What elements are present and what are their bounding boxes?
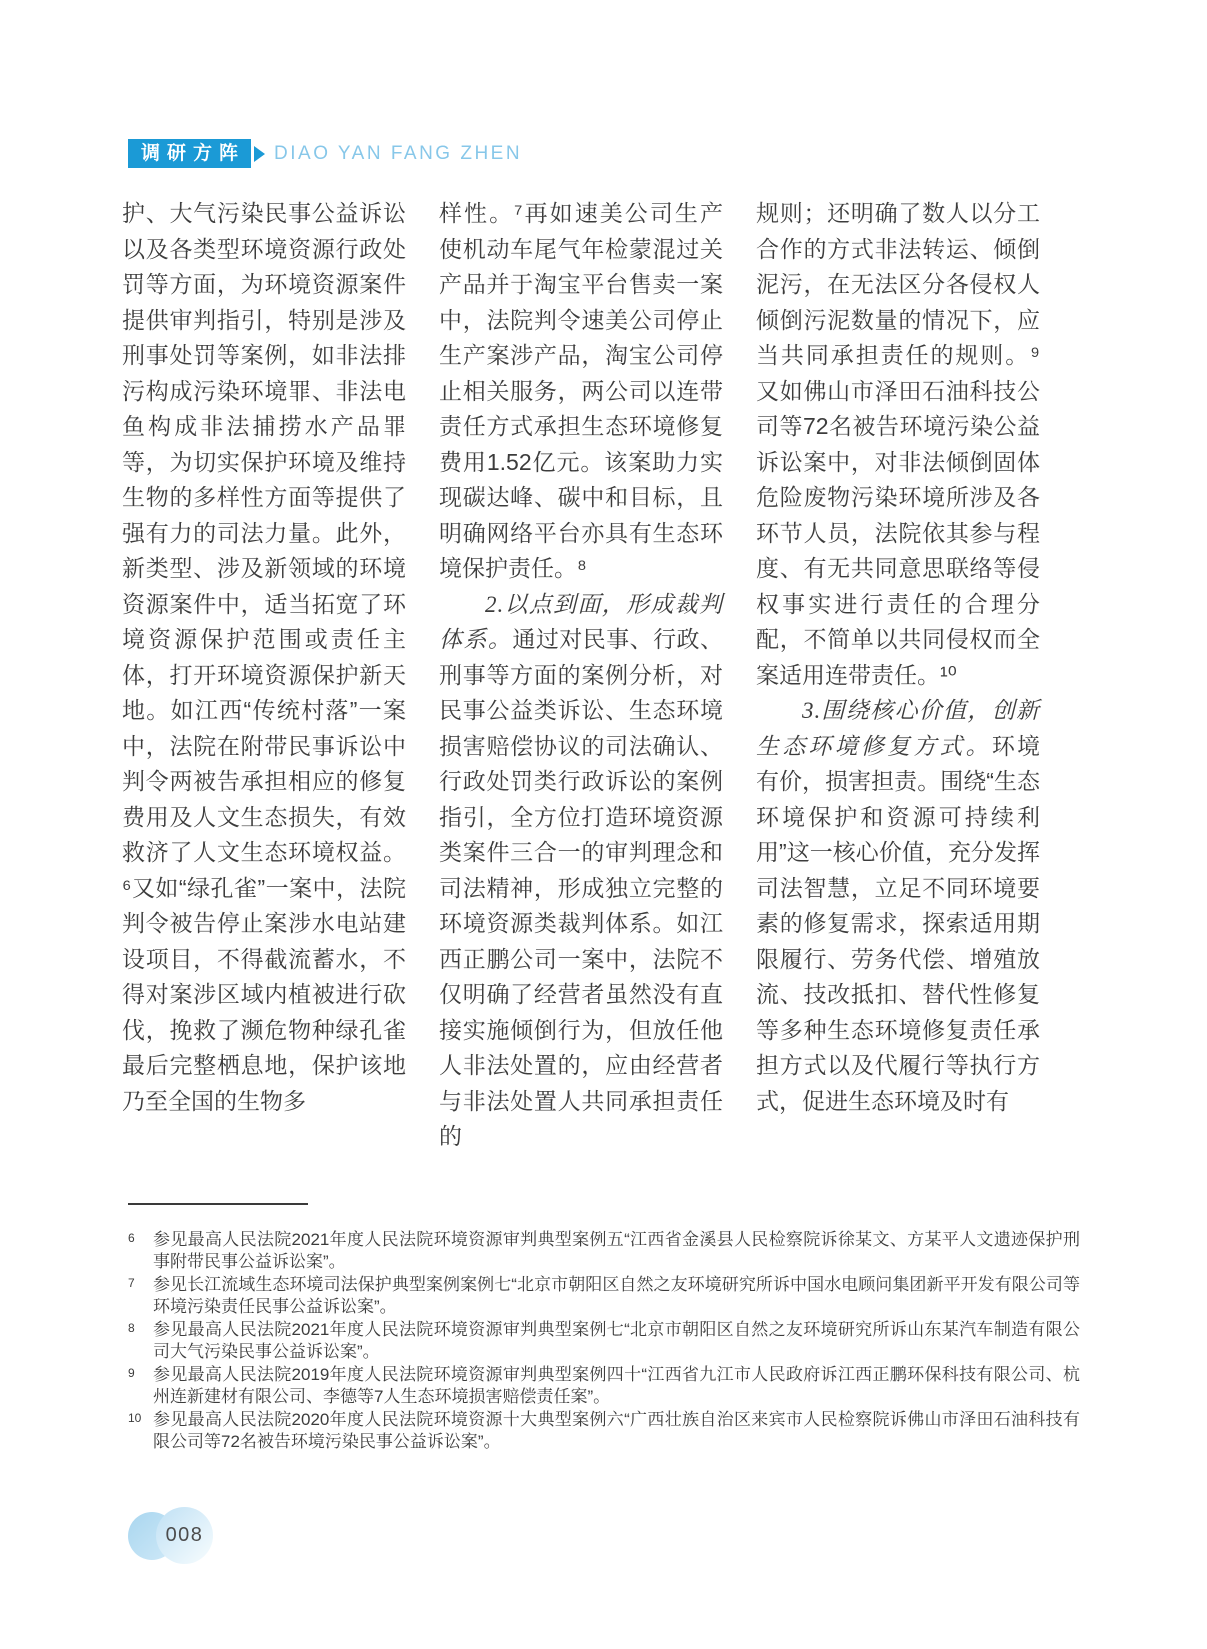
page-number-circle-icon [156,1507,213,1564]
page-number-block [128,1507,218,1565]
paragraph-text: 规则；还明确了数人以分工合作的方式非法转运、倾倒泥污，在无法区分各侵权人倾倒污泥数量的情况下，应当共同承担责任的规则。⁹又如佛山市泽田石油科技公司等72名被告环境污染公益诉讼案中，对非法倾倒固体危险废物污染环境所涉及各环节人员，法院依其参与程度、有无共同意思联络等侵权事实进行责任的合理分配，不简单以共同侵权而全案适用连带责任。¹⁰ [756,200,1040,688]
footnote-text: 参见最高人民法院2021年度人民法院环境资源审判典型案例五“江西省金溪县人民检察院诉徐某文、方某平人文遗迹保护刑事附带民事公益诉讼案”。 [153,1230,1080,1271]
column-3 [756,196,1040,1155]
footnote-marker: 6 [128,1231,135,1245]
footnote-text: 参见最高人民法院2020年度人民法院环境资源十大典型案例六“广西壮族自治区来宾市人民检察院诉佛山市泽田石油科技有限公司等72名被告环境污染民事公益诉讼案”。 [153,1410,1080,1451]
section-heading: 3.围绕核心价值，创新生态环境修复方式。 [756,698,1040,759]
footnote-separator [128,1203,308,1205]
section-heading: 2.以点到面，形成裁判体系。 [439,591,723,652]
footnote-item [128,1319,1080,1363]
footnote-marker: 10 [128,1411,142,1425]
paragraph [756,693,1040,1119]
footnote-text: 参见最高人民法院2021年度人民法院环境资源审判典型案例七“北京市朝阳区自然之友环境研究所诉山东某汽车制造有限公司大气污染民事公益诉讼案”。 [153,1320,1080,1361]
paragraph-text: 通过对民事、行政、刑事等方面的案例分析，对民事公益类诉讼、生态环境损害赔偿协议的司法确认、行政处罚类行政诉讼的案例指引，全方位打造环境资源类案件三合一的审判理念和司法精神，形成独立完整的环境资源类裁判体系。如江西正鹏公司一案中，法院不仅明确了经营者虽然没有直接实施倾倒行为，但放任他人非法处置的，应由经营者与非法处置人共同承担责任的 [439,626,724,1149]
footnote-marker: 7 [128,1276,135,1290]
arrow-right-icon [254,146,265,162]
paragraph [439,587,723,1155]
paragraph-text: 护、大气污染民事公益诉讼以及各类型环境资源行政处罚等方面，为环境资源案件提供审判指引，特别是涉及刑事处罚等案例，如非法排污构成污染环境罪、非法电鱼构成非法捕捞水产品罪等，为切实保护环境及维持生物的多样性方面等提供了强有力的司法力量。此外，新类型、涉及新领域的环境资源案件中，适当拓宽了环境资源保护范围或责任主体，打开环境资源保护新天地。如江西“传统村落”一案中，法院在附带民事诉讼中判令两被告承担相应的修复费用及人文生态损失，有效救济了人文生态环境权益。⁶又如“绿孔雀”一案中，法院判令被告停止案涉水电站建设项目，不得截流蓄水，不得对案涉区域内植被进行砍伐，挽救了濒危物种绿孔雀最后完整栖息地，保护该地乃至全国的生物多 [122,200,406,1114]
paragraph [439,196,723,587]
paragraph-text: 样性。⁷再如速美公司生产使机动车尾气年检蒙混过关产品并于淘宝平台售卖一案中，法院判令速美公司停止生产案涉产品，淘宝公司停止相关服务，两公司以连带责任方式承担生态环境修复费用1.52亿元。该案助力实现碳达峰、碳中和目标，且明确网络平台亦具有生态环境保护责任。⁸ [439,200,723,581]
page-header [128,139,522,168]
footnote-text: 参见最高人民法院2019年度人民法院环境资源审判典型案例四十“江西省九江市人民政府诉江西正鹏环保科技有限公司、杭州连新建材有限公司、李德等7人生态环境损害赔偿责任案”。 [153,1365,1080,1406]
footnote-item [128,1274,1080,1318]
footnote-marker: 8 [128,1321,135,1335]
footnotes-section [128,1203,1080,1454]
footnote-item [128,1409,1080,1453]
footnote-item [128,1364,1080,1408]
paragraph [756,196,1040,693]
article-body [122,196,1040,1155]
footnote-text: 参见长江流域生态环境司法保护典型案例案例七“北京市朝阳区自然之友环境研究所诉中国水电顾问集团新平开发有限公司等环境污染责任民事公益诉讼案”。 [153,1275,1080,1316]
section-subtitle: DIAO YAN FANG ZHEN [274,142,523,164]
paragraph [122,196,406,1119]
page-number: 008 [165,1524,204,1546]
column-1 [122,196,406,1155]
footnote-marker: 9 [128,1366,135,1380]
paragraph-text: 环境有价，损害担责。围绕“生态环境保护和资源可持续利用”这一核心价值，充分发挥司法智慧，立足不同环境要素的修复需求，探索适用期限履行、劳务代偿、增殖放流、技改抵扣、替代性修复等多种生态环境修复责任承担方式以及代履行等执行方式，促进生态环境及时有 [756,732,1041,1114]
section-badge: 调研方阵 [128,139,251,168]
column-2 [439,196,723,1155]
footnote-item [128,1229,1080,1273]
